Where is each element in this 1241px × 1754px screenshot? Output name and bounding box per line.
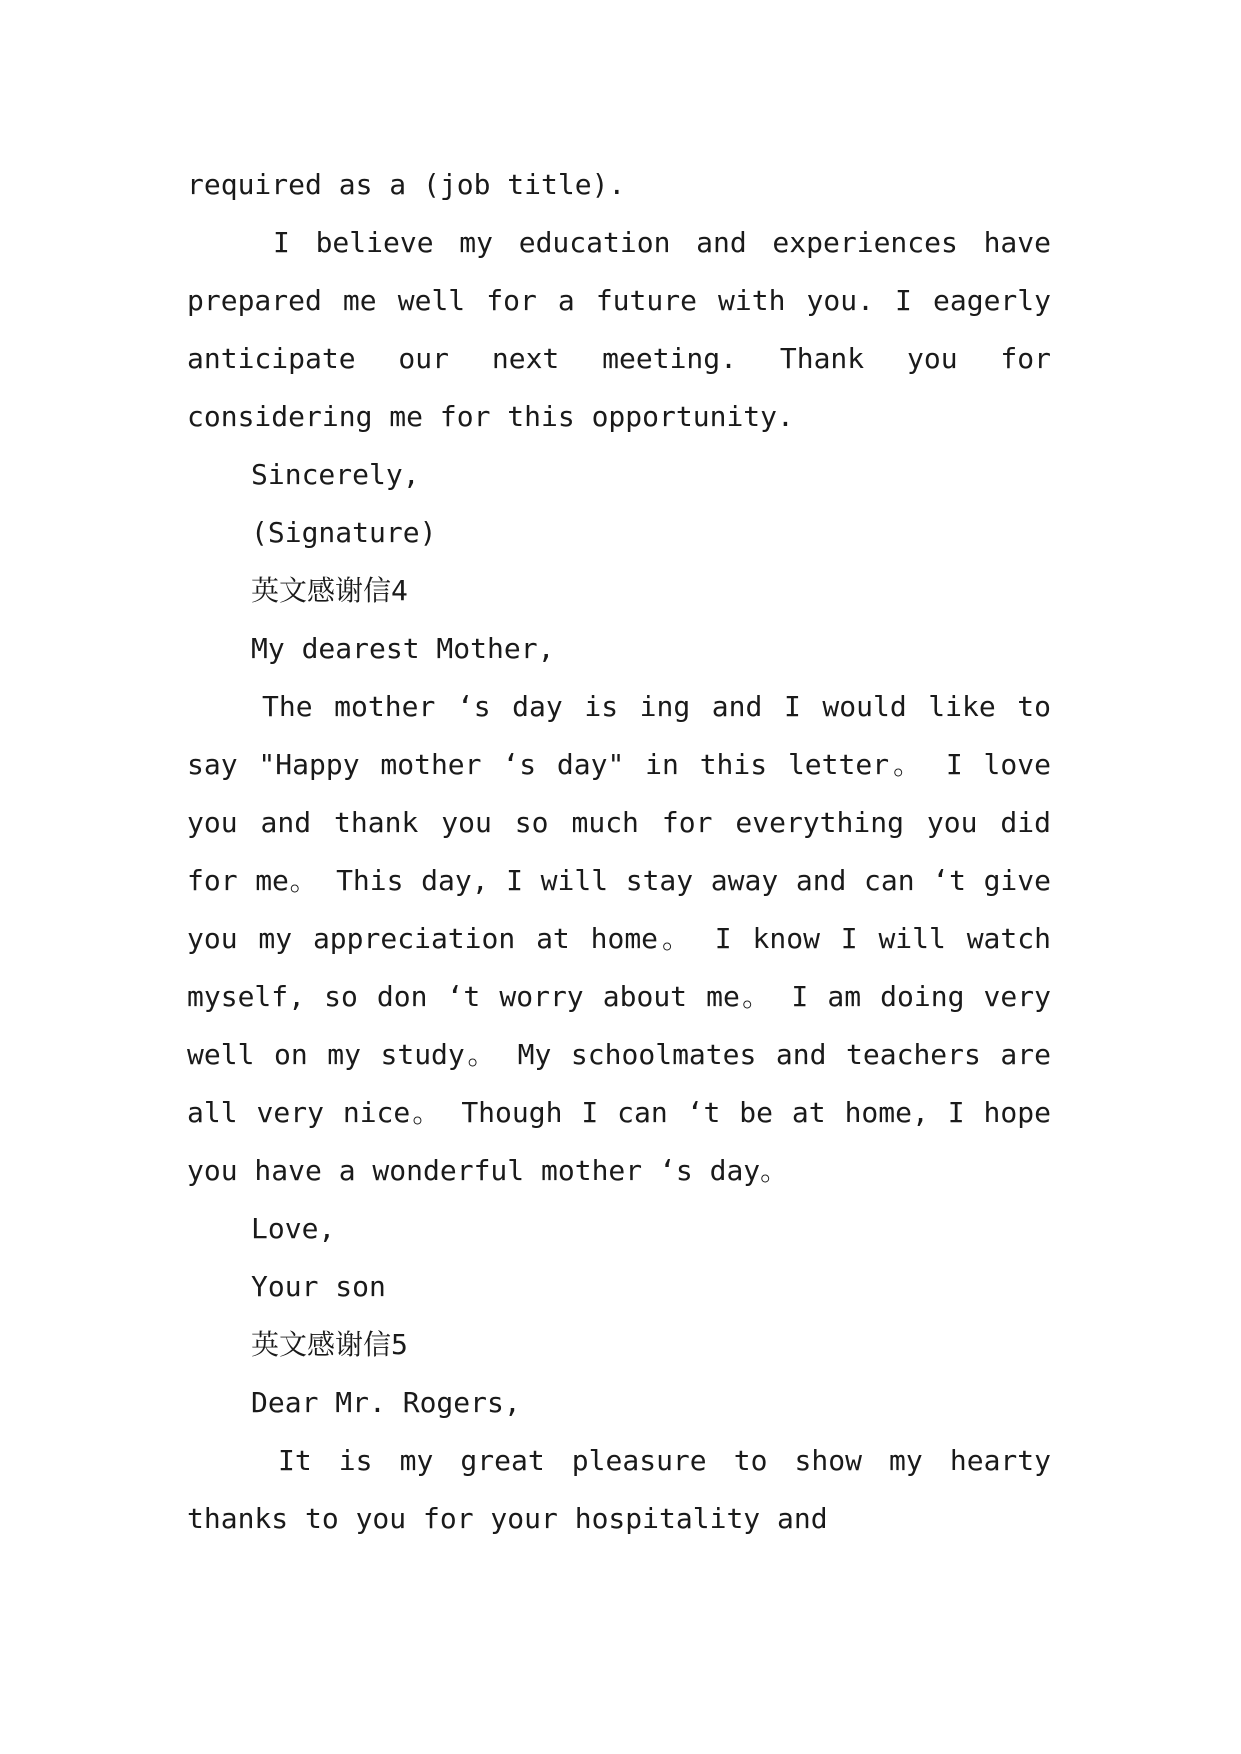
text-line: myself, so don ‘t worry about me。 I am doing very xyxy=(187,980,1051,1013)
text-line: considering me for this opportunity. xyxy=(187,400,794,433)
signature-line: Your son xyxy=(251,1270,386,1303)
text-line: for me。 This day, I will stay away and can ‘t give xyxy=(187,864,1051,897)
paragraph-first-line: It is my great pleasure to show my hearty xyxy=(278,1444,1051,1477)
signature-line: (Signature) xyxy=(251,516,437,549)
salutation-line: My dearest Mother, xyxy=(251,632,555,665)
text-line: well on my study。 My schoolmates and teachers are xyxy=(187,1038,1051,1071)
text-line: you my appreciation at home。 I know I will watch xyxy=(187,922,1051,955)
text-line: thanks to you for your hospitality and xyxy=(187,1502,828,1535)
salutation-line: Dear Mr. Rogers, xyxy=(251,1386,521,1419)
text-line: all very nice。 Though I can ‘t be at home, I hope xyxy=(187,1096,1051,1129)
text-line: prepared me well for a future with you. I eagerly xyxy=(187,284,1051,317)
text-line: required as a (job title). xyxy=(187,168,626,201)
text-line: anticipate our next meeting. Thank you for xyxy=(187,342,1051,375)
text-line: you and thank you so much for everything you did xyxy=(187,806,1051,839)
letter-body xyxy=(187,156,1051,1548)
closing-line: Sincerely, xyxy=(251,458,420,491)
closing-line: Love, xyxy=(251,1212,336,1245)
section-heading-5: 英文感谢信5 xyxy=(251,1328,408,1361)
section-heading-4: 英文感谢信4 xyxy=(251,574,408,607)
text-line: you have a wonderful mother ‘s day。 xyxy=(187,1154,789,1187)
text-line: say "Happy mother ‘s day" in this letter。 I love xyxy=(187,748,1051,781)
paragraph-first-line: The mother ‘s day is ing and I would like to xyxy=(262,690,1051,723)
paragraph-first-line: I believe my education and experiences have xyxy=(273,226,1051,259)
